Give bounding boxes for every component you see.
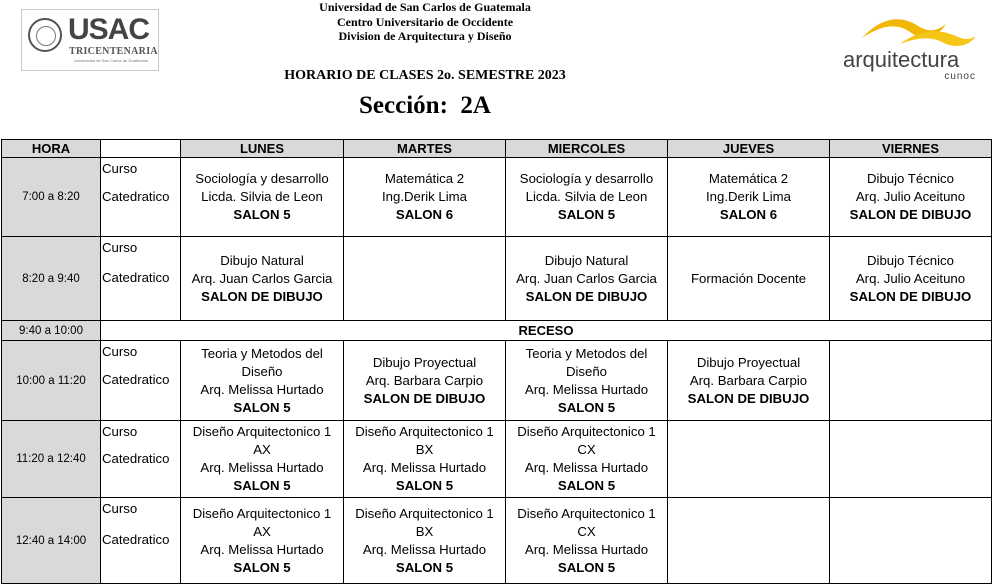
course-name: Diseño Arquitectonico 1 [192, 505, 332, 521]
table-row [2, 237, 992, 321]
course-name: CX [577, 442, 596, 457]
schedule-cell [830, 158, 992, 237]
institution-line: Division de Arquitectura y Diseño [338, 29, 512, 43]
schedule-cell [506, 341, 668, 421]
receso-row [2, 321, 992, 341]
room-name: SALON 5 [233, 478, 291, 493]
schedule-cell [344, 341, 506, 421]
arquitectura-logo-sub: cunoc [944, 71, 976, 82]
schedule-cell [181, 237, 344, 321]
course-name: Dibujo Natural [220, 252, 304, 268]
table-row [2, 421, 992, 498]
section-value: 2A [460, 92, 491, 119]
course-name: Matemática 2 [384, 171, 465, 186]
room-name: SALON 5 [557, 207, 616, 222]
room-name: SALON 5 [557, 559, 616, 575]
room-name: SALON 5 [395, 478, 454, 493]
label-curso: Curso [102, 424, 138, 439]
schedule-cell [830, 237, 992, 321]
institution-line: Universidad de San Carlos de Guatemala [319, 0, 531, 14]
institution-line: Centro Universitario de Occidente [336, 14, 514, 29]
room-name: SALON DE DIBUJO [363, 390, 486, 406]
teacher-name: Arq. Barbara Carpio [689, 372, 808, 388]
schedule-cell [506, 421, 668, 498]
teacher-name: Arq. Julio Aceituno [855, 270, 966, 286]
room-name: SALON 5 [557, 478, 616, 493]
room-name: SALON 5 [233, 207, 291, 222]
teacher-name: Arq. Melissa Hurtado [524, 541, 649, 557]
document-title: HORARIO DE CLASES 2o. SEMESTRE 2023 [284, 68, 566, 83]
course-name: Diseño Arquitectonico 1 [192, 424, 332, 439]
table-row [2, 341, 992, 421]
course-name: Matemática 2 [708, 171, 789, 186]
teacher-name: Arq. Melissa Hurtado [200, 381, 324, 397]
label-catedratico: Catedratico [102, 532, 170, 547]
course-name: Sociología y desarrollo [195, 171, 329, 186]
row-labels [101, 158, 181, 237]
label-catedratico: Catedratico [102, 189, 170, 204]
room-name: SALON 5 [233, 559, 291, 575]
receso-label: RECESO [101, 321, 992, 341]
teacher-name: Arq. Juan Carlos Garcia [191, 270, 333, 286]
schedule-cell [830, 421, 992, 498]
room-name: SALON 6 [719, 207, 778, 222]
column-header-viernes: VIERNES [830, 140, 992, 158]
room-name: SALON 6 [395, 207, 454, 222]
teacher-name: Arq. Julio Aceituno [855, 189, 966, 204]
arquitectura-logo-word: arquitectura [843, 47, 960, 72]
row-labels [101, 237, 181, 321]
teacher-name: Licda. Silvia de Leon [201, 189, 323, 204]
teacher-name: Arq. Melissa Hurtado [200, 541, 324, 557]
column-header-jueves: JUEVES [668, 140, 830, 158]
row-labels [101, 498, 181, 584]
column-header-martes: MARTES [344, 140, 506, 158]
course-name: Diseño Arquitectonico 1 [517, 505, 656, 521]
course-name: AX [253, 442, 271, 457]
schedule-cell [181, 158, 344, 237]
schedule-cell [344, 421, 506, 498]
course-name: Diseño Arquitectonico 1 [355, 505, 494, 521]
label-catedratico: Catedratico [102, 372, 170, 387]
usac-logo-sub2: Universidad de San Carlos de Guatemala [74, 58, 148, 63]
time-slot: 12:40 a 14:00 [2, 498, 101, 584]
column-header-lunes: LUNES [181, 140, 344, 158]
table-row [2, 498, 992, 584]
teacher-name: Ing.Derik Lima [381, 189, 468, 204]
teacher-name: Arq. Melissa Hurtado [362, 460, 487, 475]
section-label: Sección: [359, 92, 448, 119]
schedule-cell [344, 158, 506, 237]
column-header-hora: HORA [2, 140, 101, 158]
teacher-name: Ing.Derik Lima [705, 189, 792, 204]
room-name: SALON DE DIBUJO [201, 288, 323, 304]
label-curso: Curso [102, 240, 138, 255]
course-name: Diseño [241, 363, 283, 379]
arquitectura-logo [840, 10, 990, 80]
room-name: SALON 5 [395, 559, 454, 575]
teacher-name: Arq. Juan Carlos Garcia [516, 270, 657, 286]
teacher-name: Arq. Melissa Hurtado [200, 460, 324, 475]
course-name: Diseño Arquitectonico 1 [355, 424, 494, 439]
course-name: Diseño Arquitectonico 1 [517, 424, 656, 439]
time-slot: 8:20 a 9:40 [2, 237, 101, 321]
schedule-cell [344, 237, 506, 321]
schedule-cell [830, 341, 992, 421]
usac-logo-word: USAC [68, 13, 150, 46]
label-curso: Curso [102, 161, 138, 176]
schedule-cell [668, 498, 830, 584]
time-slot: 9:40 a 10:00 [2, 321, 101, 341]
course-name: Dibujo Proyectual [696, 354, 801, 370]
schedule-cell [668, 341, 830, 421]
teacher-name: Arq. Melissa Hurtado [524, 460, 649, 475]
time-slot: 7:00 a 8:20 [2, 158, 101, 237]
room-name: SALON 5 [557, 399, 616, 415]
course-name: Dibujo Técnico [867, 252, 954, 268]
schedule-cell [506, 237, 668, 321]
room-name: SALON DE DIBUJO [525, 288, 648, 304]
time-slot: 11:20 a 12:40 [2, 421, 101, 498]
schedule-cell [506, 498, 668, 584]
room-name: SALON DE DIBUJO [849, 207, 972, 222]
schedule-cell [668, 158, 830, 237]
teacher-name: Arq. Barbara Carpio [365, 372, 484, 388]
course-name: AX [253, 523, 271, 539]
schedule-cell [506, 158, 668, 237]
course-name: Diseño [565, 363, 608, 379]
course-name: Teoria y Metodos del [525, 345, 648, 361]
course-name: BX [415, 523, 434, 539]
table-header-row [2, 140, 992, 158]
schedule-cell [181, 341, 344, 421]
course-name: Teoria y Metodos del [201, 345, 323, 361]
teacher-name: Arq. Melissa Hurtado [524, 381, 649, 397]
label-catedratico: Catedratico [102, 270, 170, 285]
teacher-name: Licda. Silvia de Leon [525, 189, 648, 204]
course-name: Dibujo Natural [544, 252, 629, 268]
course-name: Dibujo Técnico [867, 171, 954, 186]
schedule-cell [344, 498, 506, 584]
schedule-cell [830, 498, 992, 584]
time-slot: 10:00 a 11:20 [2, 341, 101, 421]
label-curso: Curso [102, 501, 138, 516]
column-header-miercoles: MIERCOLES [506, 140, 668, 158]
row-labels [101, 341, 181, 421]
schedule-cell [181, 498, 344, 584]
usac-seal-icon [28, 18, 62, 52]
schedule-cell [181, 421, 344, 498]
usac-logo-sub: TRICENTENARIA [69, 46, 158, 57]
label-catedratico: Catedratico [102, 451, 170, 466]
label-curso: Curso [102, 344, 138, 359]
room-name: SALON DE DIBUJO [687, 390, 810, 406]
schedule-table [1, 139, 992, 584]
room-name: SALON 5 [233, 399, 291, 415]
course-name: Dibujo Proyectual [372, 354, 477, 370]
course-name: Sociología y desarrollo [519, 171, 654, 186]
course-name: BX [415, 442, 434, 457]
column-header-labels [101, 140, 181, 158]
course-name: CX [577, 523, 596, 539]
table-row [2, 158, 992, 237]
schedule-cell [668, 237, 830, 321]
teacher-name: Arq. Melissa Hurtado [362, 541, 487, 557]
section-heading [300, 92, 550, 120]
schedule-cell [668, 421, 830, 498]
arquitectura-wave-icon [840, 10, 990, 50]
usac-logo [21, 9, 159, 71]
institution-heading [240, 0, 610, 44]
row-labels [101, 421, 181, 498]
room-name: SALON DE DIBUJO [849, 288, 972, 304]
course-name: Formación Docente [690, 270, 807, 286]
